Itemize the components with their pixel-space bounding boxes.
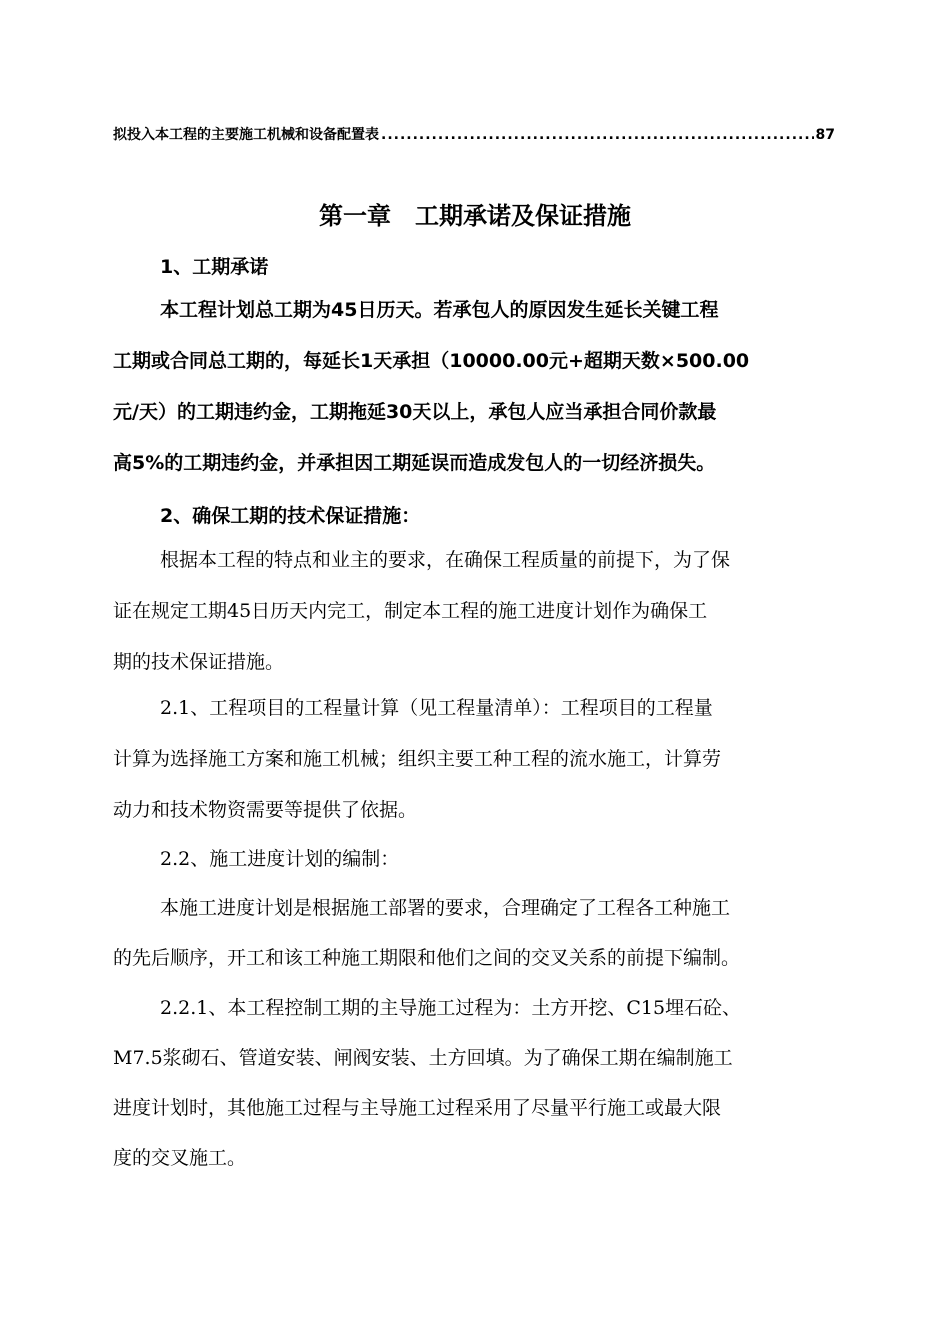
paragraph-line: 元/天）的工期违约金，工期拖延30天以上，承包人应当承担合同价款最 [113,401,717,423]
toc-entry-title: 拟投入本工程的主要施工机械和设备配置表 [113,127,379,143]
toc-entry-page-number: 87 [815,127,835,143]
paragraph-line: 期的技术保证措施。 [113,651,285,673]
paragraph-line: 本施工进度计划是根据施工部署的要求，合理确定了工程各工种施工 [160,897,731,919]
toc-entry[interactable] [113,124,835,146]
paragraph-line: 的先后顺序，开工和该工种施工期限和他们之间的交叉关系的前提下编制。 [113,947,741,969]
paragraph-line: 2.1、工程项目的工程量计算（见工程量清单）：工程项目的工程量 [160,697,713,719]
paragraph-line: 计算为选择施工方案和施工机械；组织主要工种工程的流水施工，计算劳 [113,748,722,770]
paragraph-line: 进度计划时，其他施工过程与主导施工过程采用了尽量平行施工或最大限 [113,1097,722,1119]
subsection-heading-2-2: 2.2、施工进度计划的编制： [160,848,400,870]
paragraph-line: M7.5浆砌石、管道安装、闸阀安装、土方回填。为了确保工期在编制施工 [113,1047,733,1069]
section-heading-technical-measures: 2、确保工期的技术保证措施： [160,505,421,527]
toc-leader-dots [381,124,814,146]
section-heading-schedule-commitment: 1、工期承诺 [160,256,269,278]
paragraph-line: 度的交叉施工。 [113,1147,247,1169]
chapter-title: 第一章 工期承诺及保证措施 [319,202,631,230]
paragraph-line: 本工程计划总工期为45日历天。若承包人的原因发生延长关键工程 [160,299,719,321]
paragraph-line: 2.2.1、本工程控制工期的主导施工过程为：土方开挖、C15埋石砼、 [160,997,742,1019]
paragraph-line: 根据本工程的特点和业主的要求，在确保工程质量的前提下，为了保 [160,549,731,571]
paragraph-line: 高5%的工期违约金，并承担因工期延误而造成发包人的一切经济损失。 [113,452,716,474]
paragraph-line: 证在规定工期45日历天内完工，制定本工程的施工进度计划作为确保工 [113,600,708,622]
paragraph-line: 动力和技术物资需要等提供了依据。 [113,799,418,821]
paragraph-line: 工期或合同总工期的，每延长1天承担（10000.00元+超期天数×500.00 [113,350,750,372]
